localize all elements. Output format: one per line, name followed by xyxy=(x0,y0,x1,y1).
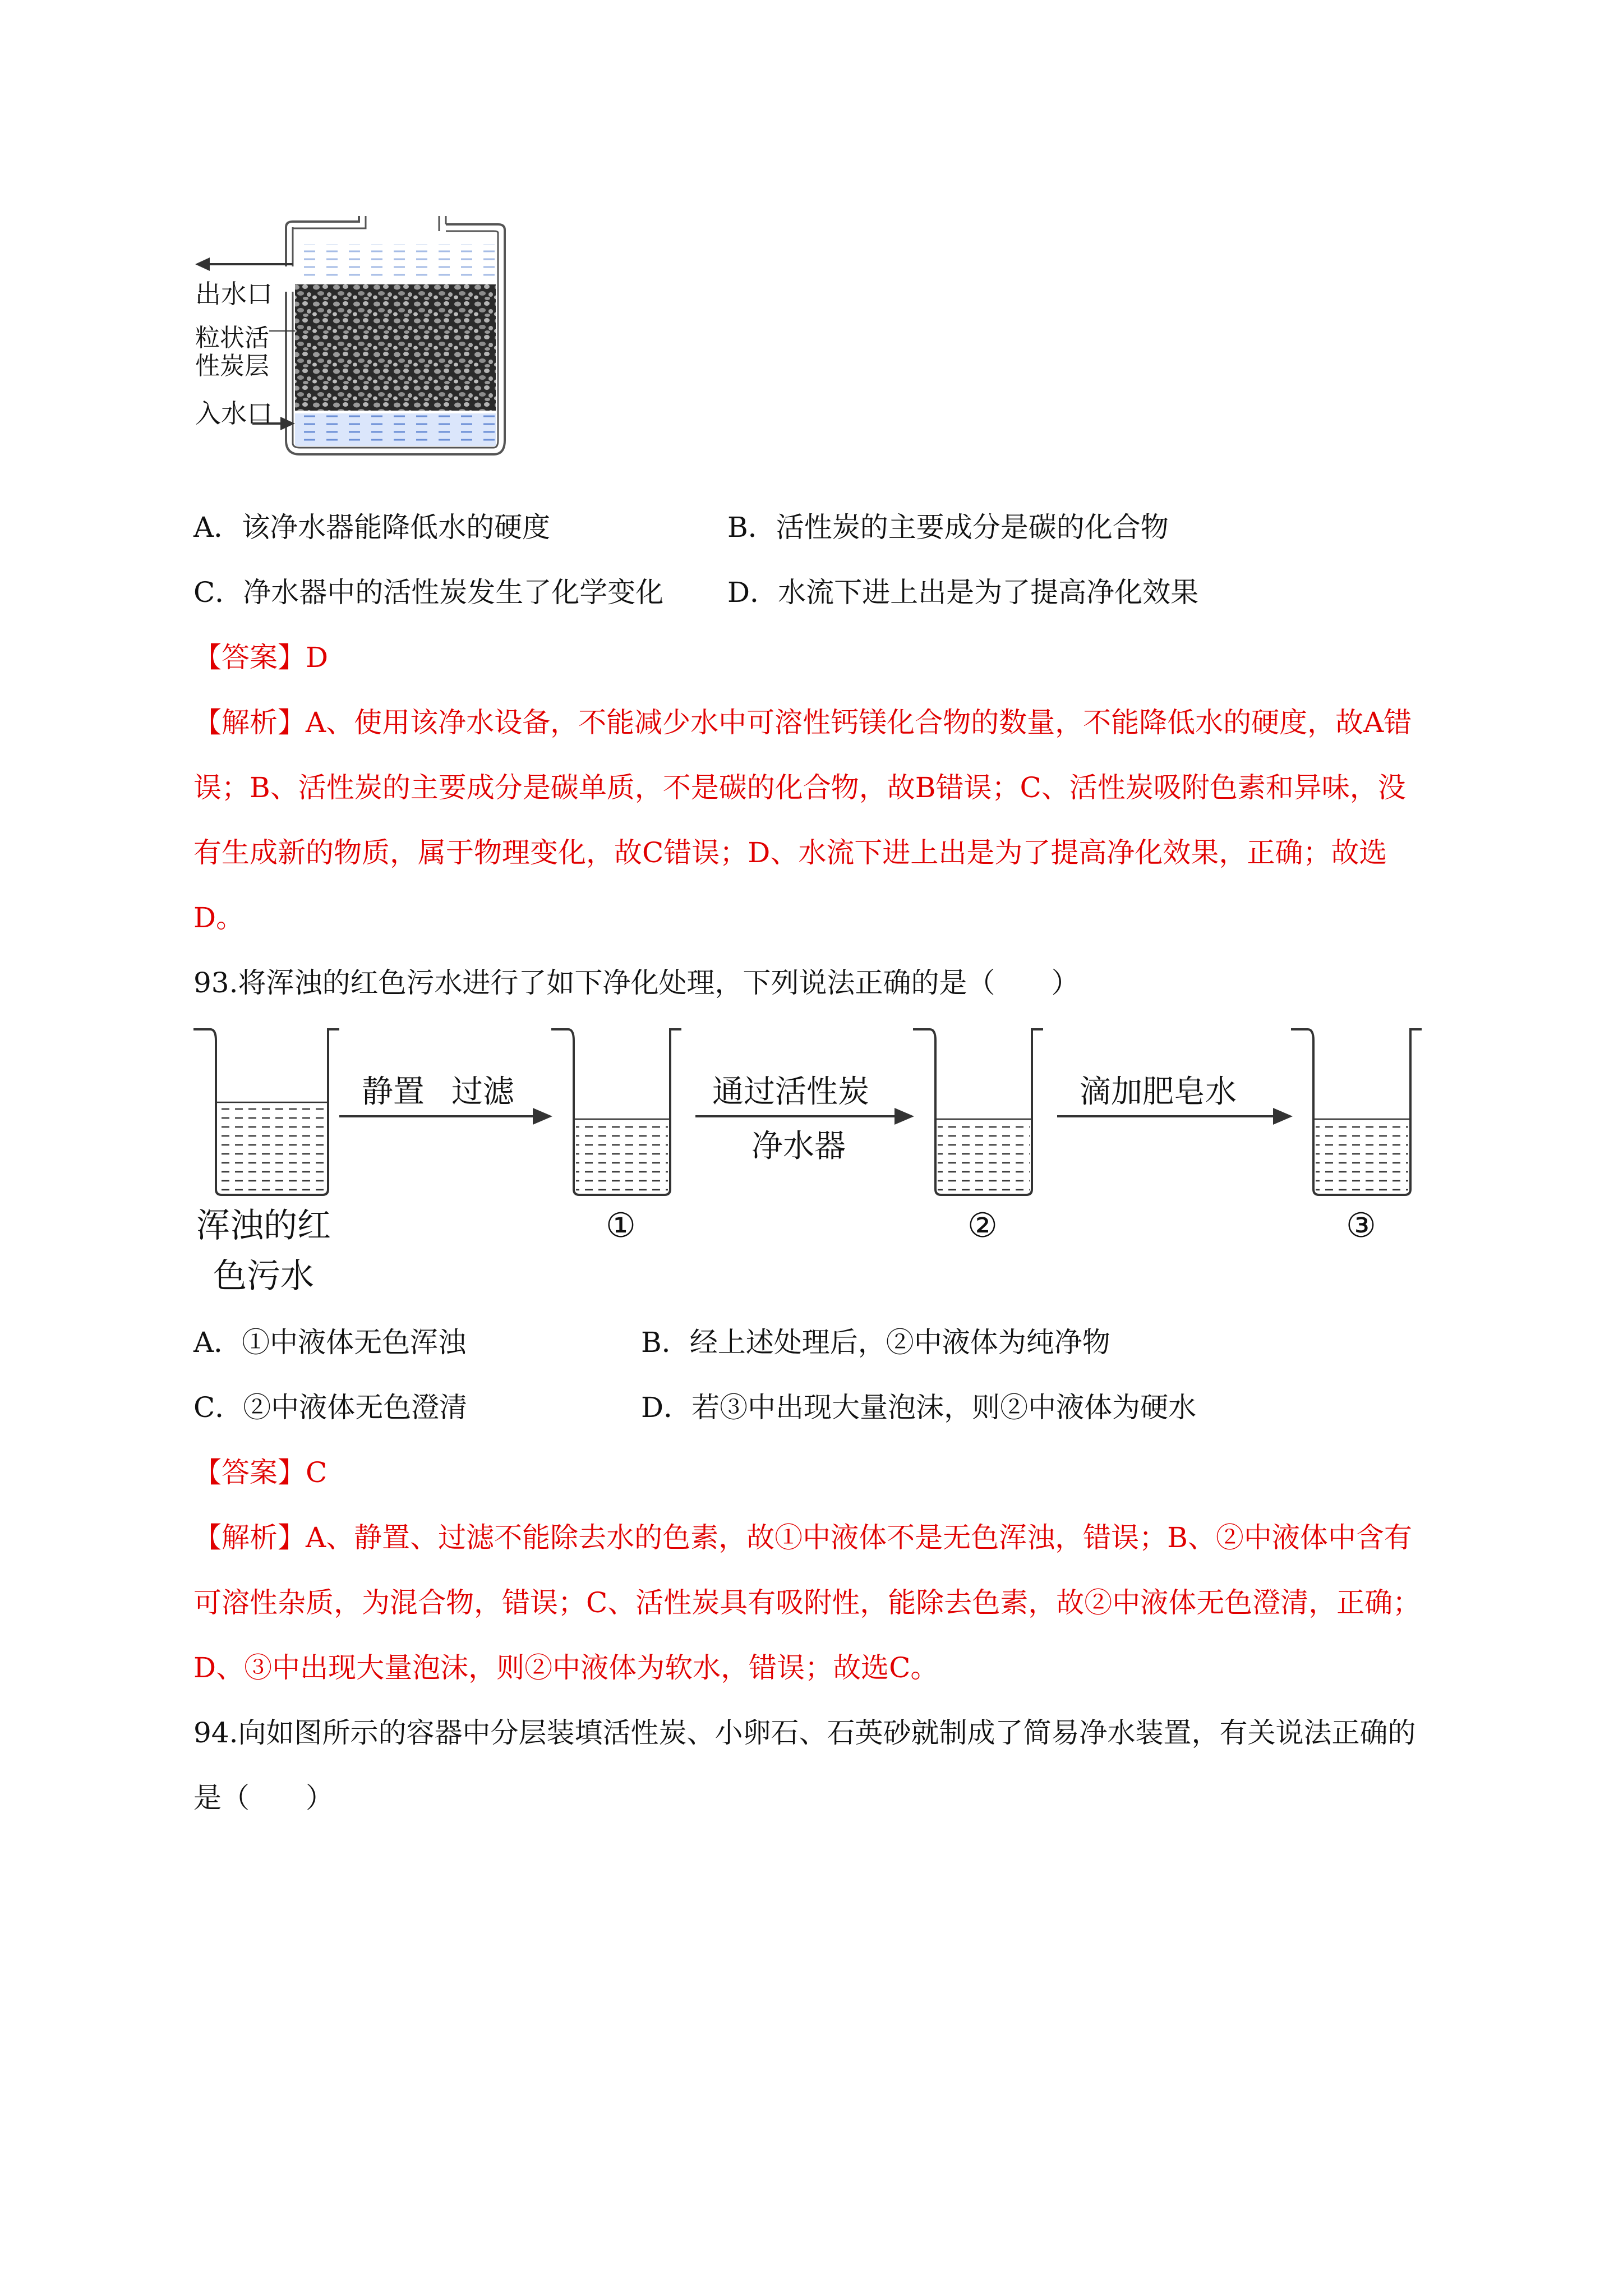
q93-option-a: A．①中液体无色浑浊 xyxy=(193,1326,467,1359)
q92-option-a: A．该净水器能降低水的硬度 xyxy=(193,511,551,544)
q93-option-c: C．②中液体无色澄清 xyxy=(193,1391,468,1424)
q93-analysis-2: 可溶性杂质，为混合物，错误；C、活性炭具有吸附性，能除去色素，故②中液体无色澄清，正确； xyxy=(193,1586,1421,1619)
q93-option-d: D．若③中出现大量泡沫，则②中液体为硬水 xyxy=(641,1391,1197,1424)
q94-stem-2: 是（ ） xyxy=(193,1782,334,1814)
inlet-label: 入水口 xyxy=(195,398,273,429)
step-filter: 过滤 xyxy=(451,1074,514,1110)
beaker-2-label: ② xyxy=(967,1206,998,1245)
source-label-1: 浑浊的红 xyxy=(196,1206,331,1245)
q92-analysis-1: 【解析】A、使用该净水设备，不能减少水中可溶性钙镁化合物的数量，不能降低水的硬度，故A错 xyxy=(193,706,1412,739)
beaker-3 xyxy=(1291,1029,1422,1195)
carbon-label-2: 性炭层 xyxy=(195,352,269,380)
step-soap: 滴加肥皂水 xyxy=(1080,1074,1237,1110)
step-settle: 静置 xyxy=(362,1074,425,1110)
carbon-label-1: 粒状活 xyxy=(195,324,269,352)
purification-process-figure xyxy=(193,1024,1450,1310)
q93-answer: 【答案】C xyxy=(193,1456,328,1489)
q92-analysis-4: D。 xyxy=(193,901,245,934)
outlet-label: 出水口 xyxy=(195,279,273,309)
q92-option-d: D．水流下进上出是为了提高净化效果 xyxy=(727,576,1199,609)
q93-option-b: B．经上述处理后，②中液体为纯净物 xyxy=(641,1326,1110,1359)
beaker-3-label: ③ xyxy=(1346,1206,1376,1245)
beaker-source xyxy=(193,1029,339,1195)
q92-option-b: B．活性炭的主要成分是碳的化合物 xyxy=(727,511,1169,544)
q92-answer: 【答案】D xyxy=(193,641,329,674)
water-purifier-figure xyxy=(191,216,516,474)
beaker-2 xyxy=(913,1029,1043,1195)
beaker-1-label: ① xyxy=(606,1206,636,1245)
step-carbon-1: 通过活性炭 xyxy=(712,1074,869,1110)
step-carbon-2: 净水器 xyxy=(751,1128,846,1165)
q94-stem-1: 94.向如图所示的容器中分层装填活性炭、小卵石、石英砂就制成了简易净水装置，有关说法正确的 xyxy=(193,1717,1416,1749)
beaker-1 xyxy=(551,1029,681,1195)
q93-analysis-1: 【解析】A、静置、过滤不能除去水的色素，故①中液体不是无色浑浊，错误；B、②中液体中含有 xyxy=(193,1521,1412,1554)
q92-analysis-3: 有生成新的物质，属于物理变化，故C错误；D、水流下进上出是为了提高净化效果，正确；故选 xyxy=(193,836,1387,869)
q92-analysis-2: 误；B、活性炭的主要成分是碳单质，不是碳的化合物，故B错误；C、活性炭吸附色素和异味，没 xyxy=(193,771,1406,804)
q93-stem: 93.将浑浊的红色污水进行了如下净化处理，下列说法正确的是（ ） xyxy=(193,967,1080,999)
q93-analysis-3: D、③中出现大量泡沫，则②中液体为软水，错误；故选C。 xyxy=(193,1651,939,1684)
source-label-2: 色污水 xyxy=(213,1257,314,1296)
q92-option-c: C．净水器中的活性炭发生了化学变化 xyxy=(193,576,664,609)
